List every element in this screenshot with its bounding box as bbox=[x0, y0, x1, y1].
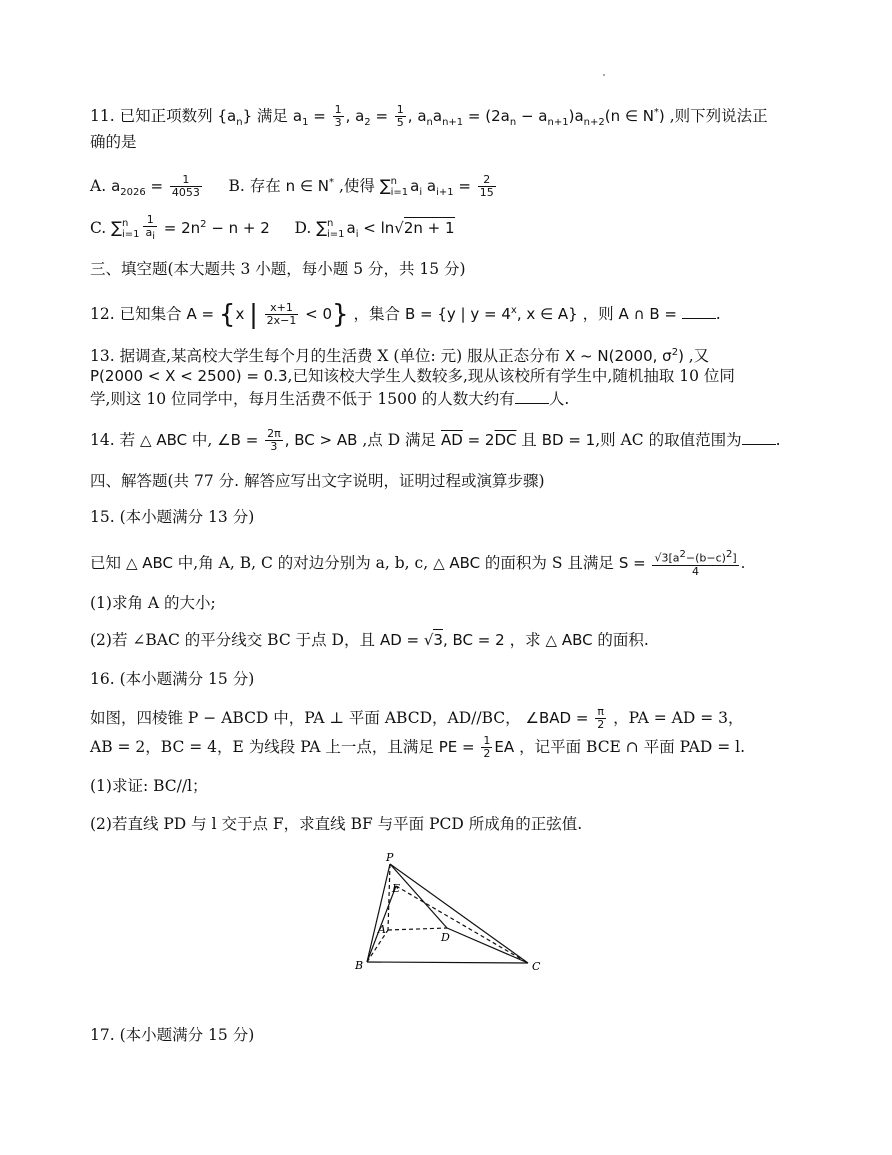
q13-text-d: 学,则这 10 位同学中，每月生活费不低于 1500 的人数大约有 bbox=[90, 390, 515, 408]
q15-text-e: ，求 bbox=[509, 631, 541, 649]
q15-text-a: 已知 bbox=[90, 553, 122, 572]
q14-blank bbox=[742, 430, 776, 445]
section-4-heading: 四、解答题(共 77 分. 解答应写出文字说明，证明过程或演算步骤) bbox=[90, 472, 545, 490]
edge-pd bbox=[390, 864, 447, 928]
q11-option-a-label: A. bbox=[90, 177, 107, 195]
q16-part1: (1)求证: BC//l； bbox=[90, 777, 208, 795]
q15-line1: 已知 △ ABC 中,角 A, B, C 的对边分别为 a, b, c, △ ABC 的面积为 S 且满足 S = $\frac{√3[a^2-(b-c)^2]}{4}$ . bbox=[90, 549, 746, 578]
q13-text-c: ,已知该校大学生人数较多,现从该校所有学生中,随机抽取 10 位同 bbox=[287, 367, 735, 385]
label-c: C bbox=[532, 960, 541, 973]
q11-option-b-label: B. 存在 bbox=[228, 177, 281, 195]
q11-line1: 11. 已知正项数列 $\{a_n\}$ 满足 $a_1$ = $\frac{1}{3}$ , $a_2$ = $\frac{1}{5}$ , $a_na_{n+1} = (2a_n - a_{n+1})a_{n+2}(n$ ∈ N*) ,则下列说法正 bbox=[90, 103, 768, 129]
q16-text-b: ，PA = AD = 3， bbox=[613, 709, 744, 727]
q16-part2: (2)若直线 PD 与 l 交于点 F，求直线 BF 与平面 PCD 所成角的正弦值. bbox=[90, 815, 583, 833]
label-e: E bbox=[392, 882, 401, 895]
q16-title: 16. (本小题满分 15 分) bbox=[90, 670, 255, 688]
edge-pb bbox=[367, 864, 390, 962]
edge-pc bbox=[390, 864, 528, 963]
q16-line1: 如图，四棱锥 P − ABCD 中，PA ⊥ 平面 ABCD，AD//BC， ∠BAD = $\frac{\pi}{2}$ ，PA = AD = 3， bbox=[90, 705, 744, 731]
q15-text-b: 中,角 A, B, C 的对边分别为 a, b, c, bbox=[177, 553, 429, 572]
q12-text-a: 12. 已知集合 bbox=[90, 305, 182, 323]
q16-text-c: AB = 2，BC = 4，E 为线段 PA 上一点，且满足 bbox=[90, 738, 434, 756]
q14-text-e: ,则 AC 的取值范围为 bbox=[595, 431, 742, 449]
q11-line2: 确的是 bbox=[90, 133, 137, 151]
q11-text-b: 满足 bbox=[256, 107, 288, 125]
q14-text-c: ,点 D 满足 bbox=[362, 431, 437, 449]
q15-text-d: (2)若 ∠BAC 的平分线交 BC 于点 D，且 bbox=[90, 631, 375, 649]
label-p: P bbox=[386, 851, 394, 864]
edge-ec bbox=[396, 886, 528, 963]
q12-text-d: . bbox=[715, 305, 721, 323]
q12: 12. 已知集合 A = {x | $\frac{x+1}{2x-1}$ < 0} ，集合 B = {y | $y = 4^x$, x ∈ A} ，则 A ∩ B = . bbox=[90, 299, 721, 330]
q12-text-c: ，则 bbox=[582, 305, 614, 323]
q11-option-d-label: D. bbox=[294, 219, 312, 238]
label-d: D bbox=[441, 931, 450, 944]
q13-blank bbox=[515, 389, 549, 404]
scan-dot bbox=[603, 74, 605, 76]
q12-text-b: ，集合 bbox=[353, 305, 401, 323]
label-b: B bbox=[355, 959, 364, 972]
q15-part1: (1)求角 A 的大小; bbox=[90, 594, 216, 612]
edge-pa bbox=[388, 864, 390, 930]
q13-line3 bbox=[90, 388, 569, 410]
q16-text-a: 如图，四棱锥 P − ABCD 中，PA ⊥ 平面 ABCD，AD//BC， bbox=[90, 709, 521, 727]
q11-options-cd: C. ∑n i=1 $\frac{1}{a_i}$ = $2n^2 - n + 2$ D. ∑n i=1 $a_i < \ln√2n + 1$ bbox=[90, 213, 455, 243]
q14-text-a: 14. 若 bbox=[90, 431, 136, 449]
q16-text-d: ，记平面 BCE ∩ 平面 PAD = l. bbox=[519, 738, 745, 756]
q17-title: 17. (本小题满分 15 分) bbox=[90, 1026, 255, 1044]
q11-option-c-label: C. bbox=[90, 219, 107, 238]
edge-bc bbox=[367, 962, 528, 963]
q13-text-a: 13. 据调查,某高校大学生每个月的生活费 X (单位: 元) 服从正态分布 bbox=[90, 347, 561, 365]
q13-text-b: ,又 bbox=[688, 347, 710, 365]
section-3-heading: 三、填空题(本大题共 3 小题，每小题 5 分，共 15 分) bbox=[90, 260, 466, 278]
q15-part2: (2)若 ∠BAC 的平分线交 BC 于点 D，且 AD = √3, BC = 2 ，求 △ ABC 的面积. bbox=[90, 631, 649, 649]
label-a: A bbox=[378, 923, 386, 936]
q13-line1: 13. 据调查,某高校大学生每个月的生活费 X (单位: 元) 服从正态分布 X ~ N(2000, $\sigma^2$) ,又 bbox=[90, 347, 710, 365]
edge-ad bbox=[388, 928, 447, 930]
q11-options-ab: A. $a_{2026}$ = $\frac{1}{4053}$ B. 存在 n ∈ N* ,使得 ∑n i=1 $a_i$ $a_{i+1}$ = $\frac{2}{15}$ bbox=[90, 173, 494, 199]
q14-text-d: 且 bbox=[521, 431, 537, 449]
q15-title: 15. (本小题满分 13 分) bbox=[90, 508, 255, 526]
q11-text-a: 11. 已知正项数列 bbox=[90, 107, 213, 125]
q13-text-e: 人. bbox=[548, 390, 570, 408]
q11-option-b-mid: ,使得 bbox=[338, 177, 375, 195]
q13-line2: P(2000 < X < 2500) = 0.3,已知该校大学生人数较多,现从该校所有学生中,随机抽取 10 位同 bbox=[90, 367, 735, 385]
q15-text-c: 的面积为 S 且满足 bbox=[484, 553, 614, 572]
q12-blank bbox=[682, 304, 716, 319]
q14-text-b: 中, bbox=[191, 431, 213, 449]
q14-text-f: . bbox=[775, 431, 781, 449]
pyramid-figure bbox=[340, 848, 560, 978]
q11-text-c: ,则下列说法正 bbox=[669, 107, 768, 125]
q16-line2: AB = 2，BC = 4，E 为线段 PA 上一点，且满足 PE = $\frac{1}{2}$ EA ，记平面 BCE ∩ 平面 PAD = l. bbox=[90, 734, 745, 760]
q14: 14. 若 △ ABC 中, ∠B = $\frac{2\pi}{3}$ , BC > AB ,点 D 满足 $\overline{AD} = 2\overline{DC}$ 且 BD = 1,则 AC 的取值范围为 . bbox=[90, 427, 781, 453]
q15-text-f: 的面积. bbox=[597, 631, 649, 649]
